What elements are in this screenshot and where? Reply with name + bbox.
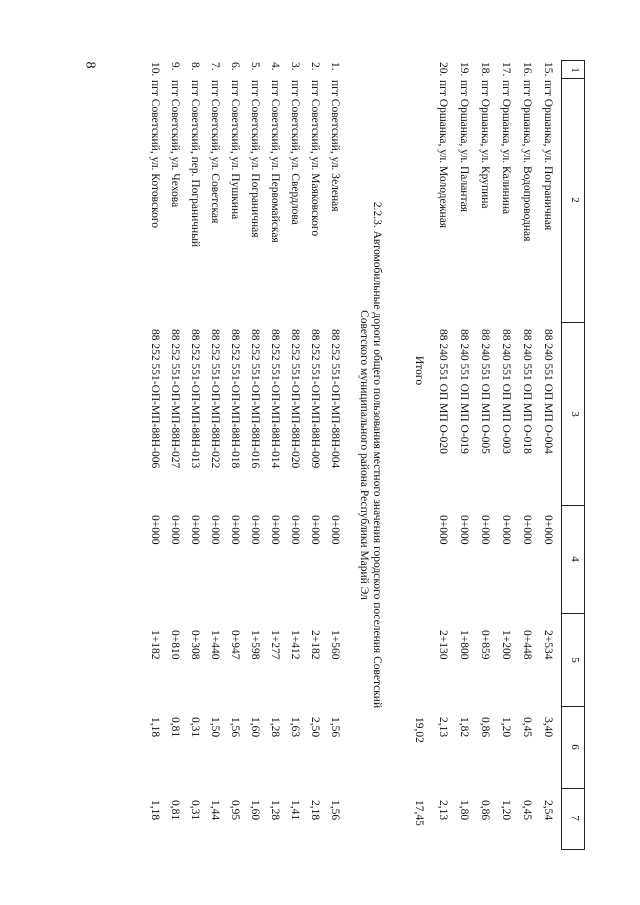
road-code: 88 240 551 ОП МП О-019 [458, 329, 470, 454]
start-km: 0+000 [289, 515, 301, 545]
road-code: 88 252 551-ОП-МП-88Н-020 [289, 329, 301, 469]
start-km: 0+000 [149, 515, 161, 545]
row-number: 19. [458, 62, 470, 77]
road-name: пгт Советский, ул. Котовского [149, 80, 161, 229]
start-km: 0+000 [169, 515, 181, 545]
road-code: 88 240 551 ОП МП О-005 [479, 329, 491, 454]
start-km: 0+000 [189, 515, 201, 545]
length-value: 2,13 [437, 800, 449, 821]
length-total: 1,82 [458, 717, 470, 738]
road-name: пгт Оршанка, ул. Калинина [500, 80, 512, 215]
start-km: 0+000 [437, 515, 449, 545]
end-km: 1+440 [209, 630, 221, 660]
road-name: пгт Советский, пер. Пограничный [189, 80, 201, 248]
header-col-6: 6 [569, 744, 581, 750]
length-total: 1,28 [269, 717, 281, 738]
total-row [407, 60, 427, 850]
length-total: 0,45 [521, 717, 533, 738]
row-number: 9. [169, 62, 181, 71]
start-km: 0+000 [479, 515, 491, 545]
length-value: 0,81 [169, 800, 181, 821]
table-row [183, 60, 203, 850]
row-number: 1. [329, 62, 341, 71]
col-border [562, 505, 585, 506]
header-col-7: 7 [569, 815, 581, 821]
row-number: 5. [249, 62, 261, 71]
road-name: пгт Советский, ул. Маяковского [309, 80, 321, 237]
length-value: 1,18 [149, 800, 161, 821]
roads-table [115, 60, 585, 850]
length-value: 1,44 [209, 800, 221, 821]
end-km: 2+130 [437, 630, 449, 660]
start-km: 0+000 [309, 515, 321, 545]
start-km: 0+000 [458, 515, 470, 545]
end-km: 1+800 [458, 630, 470, 660]
col-border [562, 706, 585, 707]
length-value: 2,54 [542, 800, 554, 821]
start-km: 0+000 [521, 515, 533, 545]
end-km: 2+534 [542, 630, 554, 660]
col-border [562, 849, 585, 850]
road-code: 88 252 551-ОП-МП-88Н-004 [329, 329, 341, 469]
row-number: 20. [437, 62, 449, 77]
road-code: 88 240 551 ОП МП О-003 [500, 329, 512, 454]
length-value: 0,86 [479, 800, 491, 821]
col-border [562, 788, 585, 789]
road-name: пгт Советский, ул. Чехова [169, 80, 181, 208]
length-value: 1,56 [329, 800, 341, 821]
road-code: 88 252 551-ОП-МП-88Н-013 [189, 329, 201, 469]
header-col-1: 1 [569, 67, 581, 73]
length-value: 2,18 [309, 800, 321, 821]
header-bottom-rule [561, 60, 562, 850]
total-label: Итого [413, 356, 425, 386]
row-number: 15. [542, 62, 554, 77]
start-km: 0+000 [209, 515, 221, 545]
start-km: 0+000 [269, 515, 281, 545]
table-row [323, 60, 343, 850]
length-total: 2,50 [309, 717, 321, 738]
table-row [163, 60, 183, 850]
header-col-2: 2 [569, 197, 581, 203]
col-border [562, 613, 585, 614]
road-code: 88 252 551-ОП-МП-88Н-022 [209, 329, 221, 469]
road-code: 88 252 551-ОП-МП-88Н-006 [149, 329, 161, 469]
end-km: 1+598 [249, 630, 261, 660]
road-name: пгт Советский, ул. Зеленая [329, 80, 341, 212]
row-number: 18. [479, 62, 491, 77]
rotated-page-content [115, 60, 585, 850]
row-number: 7. [209, 62, 221, 71]
table-row [452, 60, 472, 850]
road-code: 88 240 551 ОП МП О-018 [521, 329, 533, 454]
length-total: 2,13 [437, 717, 449, 738]
length-value: 0,95 [229, 800, 241, 821]
length-value: 1,80 [458, 800, 470, 821]
row-number: 3. [289, 62, 301, 71]
start-km: 0+000 [329, 515, 341, 545]
length-total: 1,56 [329, 717, 341, 738]
road-code: 88 252 551-ОП-МП-88Н-018 [229, 329, 241, 469]
page-number: 8 [82, 61, 98, 69]
road-code: 88 252 551-ОП-МП-88Н-009 [309, 329, 321, 469]
length-total: 1,63 [289, 717, 301, 738]
road-name: пгт Советский, ул. Свердлова [289, 80, 301, 225]
road-name: пгт Советский, ул. Первомайская [269, 80, 281, 243]
total-value: 17,45 [413, 800, 425, 826]
table-row [203, 60, 223, 850]
total-length: 19,02 [413, 717, 425, 743]
road-name: пгт Оршанка, ул. Крупина [479, 80, 491, 209]
length-total: 1,18 [149, 717, 161, 738]
header-col-4: 4 [569, 556, 581, 562]
row-number: 4. [269, 62, 281, 71]
table-row [263, 60, 283, 850]
length-value: 1,28 [269, 800, 281, 821]
end-km: 0+308 [189, 630, 201, 660]
row-number: 8. [189, 62, 201, 71]
length-total: 1,60 [249, 717, 261, 738]
end-km: 0+947 [229, 630, 241, 660]
table-row [243, 60, 263, 850]
table-row [515, 60, 535, 850]
end-km: 0+810 [169, 630, 181, 660]
table-row [143, 60, 163, 850]
end-km: 1+560 [329, 630, 341, 660]
road-name: пгт Советский, ул. Пограничная [249, 80, 261, 238]
road-name: пгт Оршанка, ул. Палантая [458, 80, 470, 213]
length-total: 0,86 [479, 717, 491, 738]
road-name: пгт Оршанка, ул. Молодежная [437, 80, 449, 229]
length-total: 1,56 [229, 717, 241, 738]
road-code: 88 240 551 ОП МП О-020 [437, 329, 449, 454]
table-row [473, 60, 493, 850]
end-km: 0+859 [479, 630, 491, 660]
start-km: 0+000 [249, 515, 261, 545]
end-km: 1+412 [289, 630, 301, 660]
length-total: 3,40 [542, 717, 554, 738]
length-total: 0,31 [189, 717, 201, 738]
header-col-3: 3 [569, 411, 581, 417]
road-name: пгт Оршанка, ул. Пограничная [542, 80, 554, 231]
table-row [303, 60, 323, 850]
start-km: 0+000 [542, 515, 554, 545]
end-km: 1+277 [269, 630, 281, 660]
length-total: 1,20 [500, 717, 512, 738]
end-km: 0+448 [521, 630, 533, 660]
row-number: 16. [521, 62, 533, 77]
road-code: 88 252 551-ОП-МП-88Н-014 [269, 329, 281, 469]
row-number: 17. [500, 62, 512, 77]
table-row [494, 60, 514, 850]
section-caption-line-2: Советского муниципального района Республики Марий Эл [358, 310, 370, 600]
length-value: 1,41 [289, 800, 301, 821]
start-km: 0+000 [229, 515, 241, 545]
road-name: пгт Советский, ул. Советская [209, 80, 221, 224]
length-value: 1,60 [249, 800, 261, 821]
length-value: 1,20 [500, 800, 512, 821]
col-border [562, 322, 585, 323]
table-row [536, 60, 556, 850]
row-number: 10. [149, 62, 161, 77]
length-value: 0,45 [521, 800, 533, 821]
end-km: 1+182 [149, 630, 161, 660]
section-caption-line-1: 2.2.3. Автомобильные дороги общего пользования местного значения городского поселения Советский [371, 201, 383, 709]
header-col-5: 5 [569, 657, 581, 663]
table-row [431, 60, 451, 850]
length-total: 0,81 [169, 717, 181, 738]
row-number: 2. [309, 62, 321, 71]
road-name: пгт Советский, ул. Пушкина [229, 80, 241, 220]
end-km: 1+200 [500, 630, 512, 660]
table-row [283, 60, 303, 850]
row-number: 6. [229, 62, 241, 71]
length-value: 0,31 [189, 800, 201, 821]
header-top-rule [584, 60, 585, 850]
road-name: пгт Оршанка, ул. Водопроводная [521, 80, 533, 242]
table-row [223, 60, 243, 850]
length-total: 1,50 [209, 717, 221, 738]
road-code: 88 252 551-ОП-МП-88Н-027 [169, 329, 181, 469]
start-km: 0+000 [500, 515, 512, 545]
road-code: 88 240 551 ОП МП О-004 [542, 329, 554, 454]
road-code: 88 252 551-ОП-МП-88Н-016 [249, 329, 261, 469]
end-km: 2+182 [309, 630, 321, 660]
